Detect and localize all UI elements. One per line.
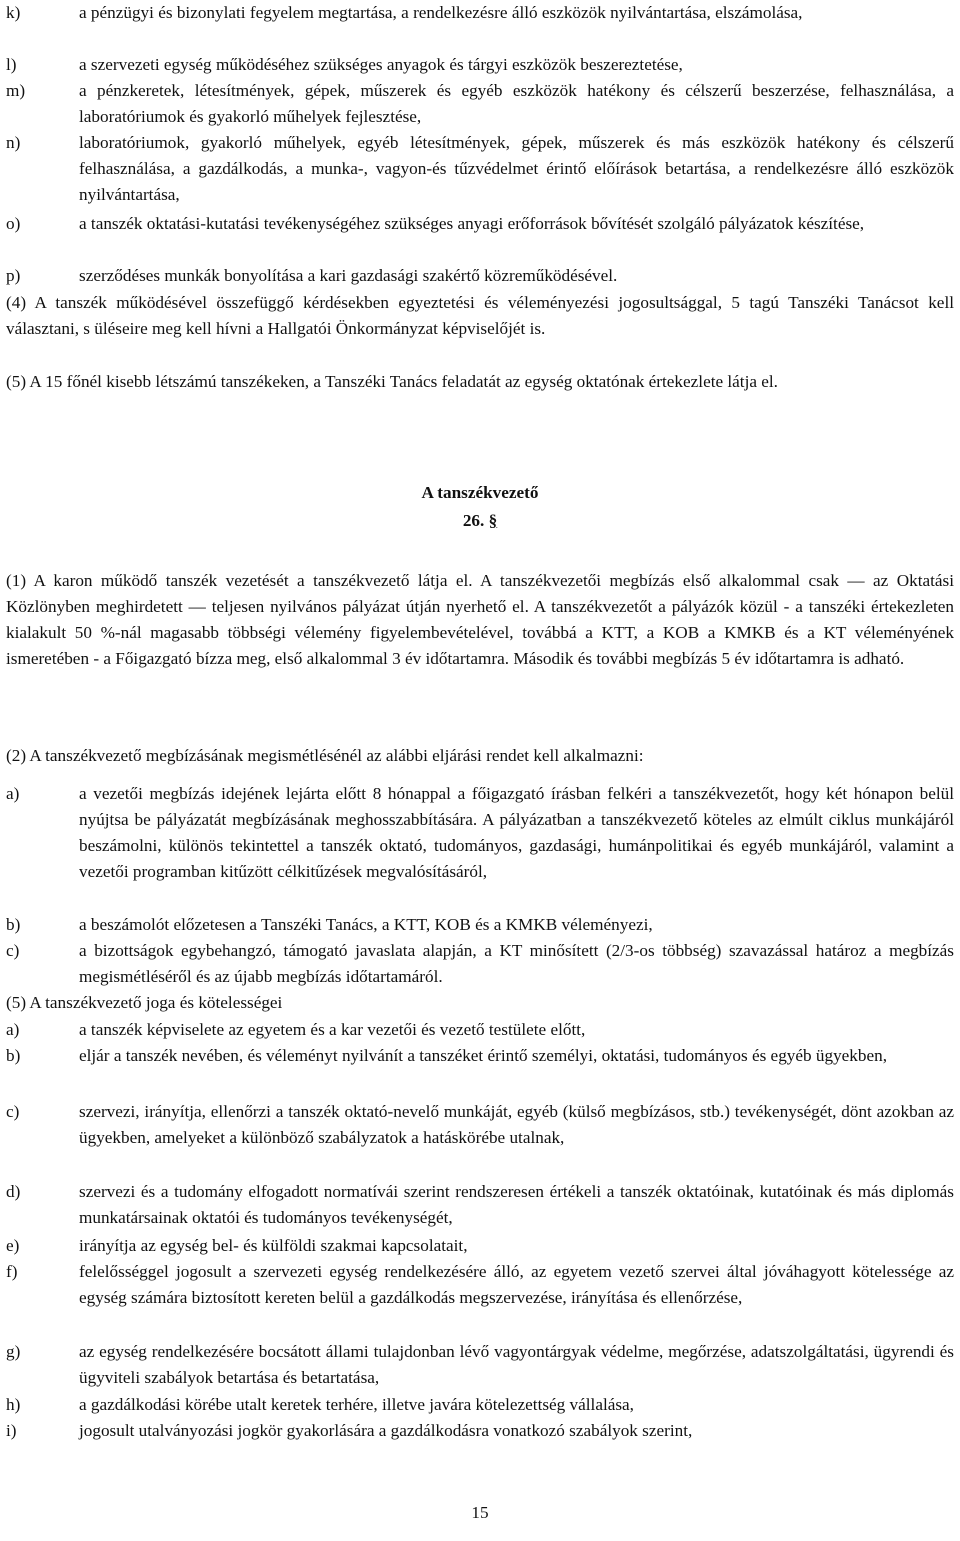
list-item-text: a vezetői megbízás idejének lejárta előtt 8 hónappal a főigazgató írásban felkéri a tanszékvezetőt, hogy két hónapon belül nyújtsa be pályázatát megbízásának meghosszabbítására. A pályázatban a tanszékvezető köteles az elmúlt ciklus munkájáról beszámolni, különös tekintettel a tanszék oktató, tudományos, gazdasági, humánpolitikai és egyéb munkájáról, valamint a vezetői programban kitűzött célkitűzések megvalósításáról, bbox=[79, 784, 954, 881]
section-number bbox=[0, 508, 960, 534]
list-b-item-c bbox=[6, 938, 954, 990]
list-c-item-f bbox=[6, 1259, 954, 1311]
list-c-item-b bbox=[6, 1043, 954, 1069]
list-marker: g) bbox=[6, 1342, 21, 1361]
list-item-text: a tanszék képviselete az egyetem és a kar vezetői és vezető testülete előtt, bbox=[79, 1020, 586, 1039]
list-c-item-d bbox=[6, 1179, 954, 1231]
list-marker: k) bbox=[6, 3, 21, 22]
list-marker: e) bbox=[6, 1236, 20, 1255]
list-c-item-i bbox=[6, 1418, 954, 1444]
list-marker: l) bbox=[6, 55, 17, 74]
list-item-text: a gazdálkodási körébe utalt keretek terhére, illetve javára kötelezettség vállalása, bbox=[79, 1395, 634, 1414]
list-marker: o) bbox=[6, 214, 21, 233]
page-number: 15 bbox=[471, 1503, 489, 1522]
list-item-text: irányítja az egység bel- és külföldi szakmai kapcsolatait, bbox=[79, 1236, 468, 1255]
s26-paragraph-5: (5) A tanszékvezető joga és kötelességei bbox=[6, 993, 283, 1012]
list-item-text: eljár a tanszék nevében, és véleményt nyilvánít a tanszéket érintő személyi, oktatási, tudományos és egyéb ügyekben, bbox=[79, 1046, 888, 1065]
list-item-text: a szervezeti egység működéséhez szükséges anyagok és tárgyi eszközök beszereztetése, bbox=[79, 55, 683, 74]
list-item-o bbox=[6, 211, 954, 237]
s26-paragraph-2: (2) A tanszékvezető megbízásának megismétlésénél az alábbi eljárási rendet kell alkalmazni: bbox=[6, 746, 644, 765]
list-c-item-e bbox=[6, 1233, 954, 1259]
list-b-item-b bbox=[6, 912, 954, 938]
list-item-text: a pénzkeretek, létesítmények, gépek, műszerek és egyéb eszközök hatékony és célszerű beszerzése, felhasználása, a laboratóriumok és gyakorló műhelyek fejlesztése, bbox=[79, 81, 954, 126]
list-marker: n) bbox=[6, 133, 21, 152]
list-marker: h) bbox=[6, 1395, 21, 1414]
list-marker: b) bbox=[6, 915, 21, 934]
list-c-item-h bbox=[6, 1392, 954, 1418]
list-marker: p) bbox=[6, 266, 21, 285]
list-item-n bbox=[6, 130, 954, 208]
list-item-m bbox=[6, 78, 954, 130]
section-heading: A tanszékvezető bbox=[421, 483, 539, 502]
list-item-l bbox=[6, 52, 954, 78]
list-b-item-a bbox=[6, 781, 954, 885]
list-marker: f) bbox=[6, 1262, 18, 1281]
list-item-text: a beszámolót előzetesen a Tanszéki Tanács, a KTT, KOB és a KMKB véleményezi, bbox=[79, 915, 653, 934]
list-marker: m) bbox=[6, 81, 26, 100]
s26-paragraph-1: (1) A karon működő tanszék vezetését a tanszékvezető látja el. A tanszékvezetői megbízás első alkalommal csak — az Oktatási Közlönyben meghirdetett — teljesen nyilvános pályázat útján nyerhető el. A tanszékvezetőt a pályázók közül - a tanszéki értekezleten kialakult 50 %-nál magasabb többségi vélemény figyelembevételével, továbbá a KTT, a KOB a KMKB és a KT véleményének ismeretében - a Főigazgató bízza meg, első alkalommal 3 év időtartamra. Második és további megbízás 5 év időtartamra is adható. bbox=[6, 571, 954, 668]
list-marker: i) bbox=[6, 1421, 17, 1440]
paragraph-5: (5) A 15 főnél kisebb létszámú tanszékeken, a Tanszéki Tanács feladatát az egység oktatónak értekezlete látja el. bbox=[6, 372, 778, 391]
list-item-text: felelősséggel jogosult a szervezeti egység rendelkezésére álló, az egyetem vezető szervei által jóváhagyott kötelessége az egység számára biztosított kereten belül a gazdálkodás megszervezése, irányítása és ellenőrzése, bbox=[79, 1262, 954, 1307]
list-item-text: szervezi és a tudomány elfogadott normatívái szerint rendszeresen értékeli a tanszék oktatóinak, kutatóinak és más diplomás munkatársainak oktatói és tudományos tevékenységét, bbox=[79, 1182, 954, 1227]
list-marker: a) bbox=[6, 1020, 20, 1039]
list-marker: d) bbox=[6, 1182, 21, 1201]
list-marker: b) bbox=[6, 1046, 21, 1065]
list-item-k bbox=[6, 0, 954, 26]
paragraph-4: (4) A tanszék működésével összefüggő kérdésekben egyeztetési és véleményezési jogosultsággal, 5 tagú Tanszéki Tanácsot kell választani, s üléseire meg kell hívni a Hallgatói Önkormányzat képviselőjét is. bbox=[6, 293, 954, 338]
list-item-text: a bizottságok egybehangzó, támogató javaslata alapján, a KT minősített (2/3-os többség) szavazással határoz a megbízás megismétléséről és az újabb megbízás időtartamáról. bbox=[79, 941, 954, 986]
section-number-text: 26. bbox=[462, 511, 485, 530]
list-item-text: laboratóriumok, gyakorló műhelyek, egyéb létesítmények, gépek, műszerek és más eszközök hatékony és célszerű felhasználása, a gazdálkodás, a munka-, vagyon-és tűzvédelmet érintő előírások betartása, a rendelkezésre álló eszközök nyilvántartása, bbox=[79, 133, 954, 204]
list-item-text: jogosult utalványozási jogkör gyakorlására a gazdálkodásra vonatkozó szabályok szerint, bbox=[79, 1421, 693, 1440]
list-item-text: szervezi, irányítja, ellenőrzi a tanszék oktató-nevelő munkáját, egyéb (külső megbízásos, stb.) tevékenységét, dönt azokban az ügyekben, amelyeket a különböző szabályzatok a hatáskörébe utalnak, bbox=[79, 1102, 954, 1147]
list-c-item-c bbox=[6, 1099, 954, 1151]
list-c-item-g bbox=[6, 1339, 954, 1391]
list-marker: c) bbox=[6, 941, 20, 960]
list-item-text: szerződéses munkák bonyolítása a kari gazdasági szakértő közreműködésével. bbox=[79, 266, 618, 285]
list-marker: a) bbox=[6, 784, 20, 803]
list-item-text: a pénzügyi és bizonylati fegyelem megtartása, a rendelkezésre álló eszközök nyilvántartása, elszámolása, bbox=[79, 3, 803, 22]
list-marker: c) bbox=[6, 1102, 20, 1121]
list-item-text: a tanszék oktatási-kutatási tevékenységéhez szükséges anyagi erőforrások bővítését szolgáló pályázatok készítése, bbox=[79, 214, 865, 233]
list-item-text: az egység rendelkezésére bocsátott állami tulajdonban lévő vagyontárgyak védelme, megőrzése, adatszolgáltatási, ügyrendi és ügyviteli szabályok betartása és betartatása, bbox=[79, 1342, 954, 1387]
list-item-p bbox=[6, 263, 954, 289]
list-c-item-a bbox=[6, 1017, 954, 1043]
section-sign: § bbox=[488, 511, 498, 530]
